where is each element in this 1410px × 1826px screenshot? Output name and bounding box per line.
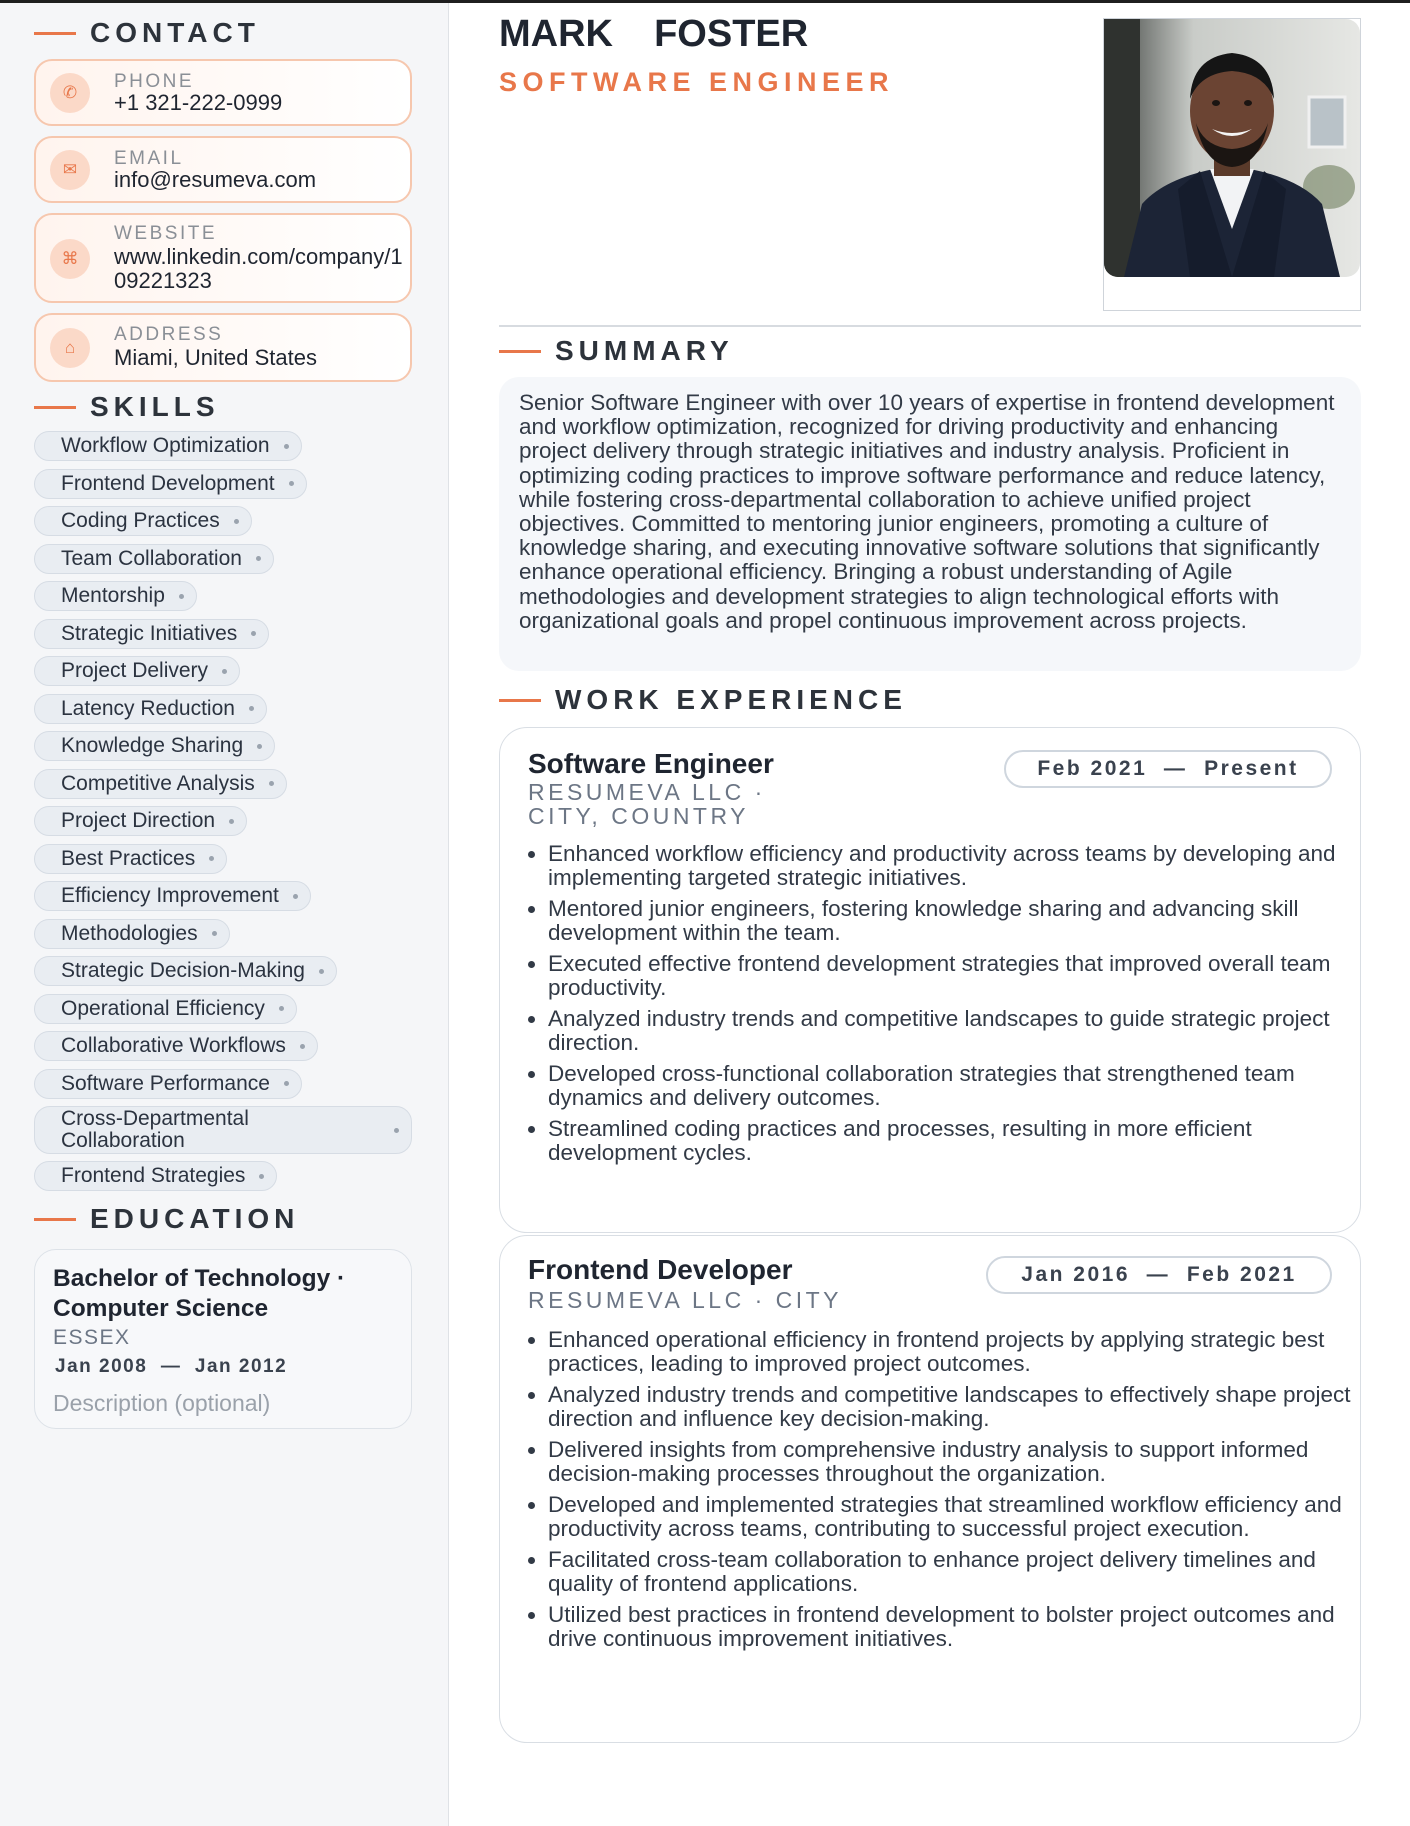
education-description: Description (optional) (53, 1390, 271, 1416)
skill-dot (289, 481, 294, 486)
skill-label: Best Practices (61, 846, 196, 870)
education-heading (34, 1203, 299, 1235)
skill-dot (259, 1174, 264, 1179)
skill-label: Collaborative Workflows (61, 1034, 286, 1057)
skill-dot (249, 706, 254, 711)
job-title: Frontend Developer (528, 1254, 793, 1285)
email-value: info@resumeva.com (114, 167, 317, 192)
skill-chip (34, 656, 240, 686)
skill-dot (234, 519, 239, 524)
skill-dot (179, 594, 184, 599)
skill-label: Cross-Departmental Collaboration (61, 1107, 249, 1152)
heading-accent (34, 1218, 76, 1221)
job-title: Software Engineer (528, 748, 774, 779)
skill-label: Operational Efficiency (61, 996, 265, 1020)
skill-label: Latency Reduction (61, 696, 235, 720)
skill-label: Mentorship (61, 584, 165, 607)
skill-dot (212, 931, 217, 936)
job-bullet: • Utilized best practices in frontend development to bolster project outcomes and drive continuous improvement initiatives. (548, 1603, 1356, 1651)
summary-heading (499, 335, 734, 367)
skill-label: Knowledge Sharing (61, 734, 244, 757)
skill-label: Methodologies (61, 921, 198, 945)
skill-chip (34, 1031, 318, 1061)
education-card (34, 1249, 412, 1429)
job-bullet: • Analyzed industry trends and competitive landscapes to guide strategic project direction. (548, 1007, 1356, 1055)
address-label: ADDRESS (114, 324, 224, 345)
heading-accent (499, 699, 541, 702)
job-dates: Jan 2016 — Feb 2021 (986, 1256, 1332, 1294)
skill-dot (300, 1044, 305, 1049)
contact-heading (34, 17, 260, 49)
website-label: WEBSITE (114, 223, 218, 244)
skill-label: Software Performance (61, 1071, 270, 1095)
skill-chip (34, 1106, 412, 1154)
education-degree: Bachelor of Technology · Computer Science (53, 1265, 346, 1322)
profile-photo-frame (1103, 18, 1361, 311)
website-value: www.linkedin.com/company/109221323 (114, 244, 403, 293)
skill-dot (284, 1081, 289, 1086)
skill-label: Competitive Analysis (61, 771, 255, 795)
job-card (499, 1235, 1361, 1743)
skill-label: Efficiency Improvement (61, 884, 279, 907)
job-bullet: • Facilitated cross-team collaboration to enhance project delivery timelines and quality of frontend applications. (548, 1548, 1356, 1596)
job-bullets (520, 1328, 1356, 1658)
experience-heading-text: WORK EXPERIENCE (555, 684, 907, 715)
skill-chip (34, 431, 302, 461)
email-label: EMAIL (114, 148, 184, 169)
job-card (499, 727, 1361, 1233)
skill-label: Project Delivery (61, 659, 209, 682)
skill-dot (251, 631, 256, 636)
phone-label: PHONE (114, 71, 195, 92)
summary-heading-text: SUMMARY (555, 335, 734, 366)
candidate-role: SOFTWARE ENGINEER (499, 67, 895, 97)
skill-chip (34, 844, 227, 874)
job-bullets (520, 842, 1356, 1172)
main-content (449, 3, 1410, 1826)
skill-label: Frontend Development (61, 471, 275, 495)
skill-dot (229, 819, 234, 824)
contact-phone[interactable] (34, 59, 412, 126)
skill-label: Team Collaboration (61, 546, 242, 570)
skill-label: Workflow Optimization (61, 434, 270, 457)
skill-chip (34, 806, 247, 836)
job-bullet: • Developed and implemented strategies that streamlined workflow efficiency and productivity across teams, contributing to successful project execution. (548, 1493, 1356, 1541)
skill-chip (34, 881, 311, 911)
contact-heading-text: CONTACT (90, 17, 260, 48)
education-dates: Jan 2008 — Jan 2012 (55, 1356, 288, 1377)
skill-chip (34, 994, 297, 1024)
skill-chip (34, 1161, 277, 1191)
link-icon: ⌘ (50, 239, 90, 279)
candidate-name: MARK FOSTER (499, 13, 809, 55)
heading-accent (34, 32, 76, 35)
skill-chip (34, 506, 252, 536)
address-value: Miami, United States (114, 345, 317, 370)
skill-dot (293, 894, 298, 899)
skills-list (34, 431, 414, 1199)
job-bullet: • Analyzed industry trends and competitive landscapes to effectively shape project direction and influence key decision-making. (548, 1383, 1356, 1431)
profile-photo (1104, 19, 1360, 277)
skill-chip (34, 619, 269, 649)
skill-chip (34, 581, 197, 611)
heading-accent (34, 406, 76, 409)
heading-accent (499, 350, 541, 353)
skills-heading-text: SKILLS (90, 391, 220, 422)
skill-label: Coding Practices (61, 509, 220, 532)
education-school: ESSEX (53, 1326, 131, 1349)
phone-icon: ✆ (50, 73, 90, 113)
skill-dot (222, 669, 227, 674)
job-dates: Feb 2021 — Present (1004, 750, 1332, 788)
skills-heading (34, 391, 220, 423)
skill-dot (257, 744, 262, 749)
skill-chip (34, 1069, 302, 1099)
skill-dot (256, 556, 261, 561)
job-bullet: • Enhanced operational efficiency in frontend projects by applying strategic best practices, leading to improved project outcomes. (548, 1328, 1356, 1376)
home-icon: ⌂ (50, 328, 90, 368)
skill-chip (34, 544, 274, 574)
skill-chip (34, 956, 337, 986)
skill-dot (319, 969, 324, 974)
skill-dot (269, 781, 274, 786)
job-company: RESUMEVA LLC · CITY, COUNTRY (528, 779, 766, 829)
skill-dot (284, 444, 289, 449)
skill-dot (394, 1128, 399, 1133)
job-bullet: • Mentored junior engineers, fostering knowledge sharing and advancing skill development within the team. (548, 897, 1356, 945)
skill-label: Strategic Initiatives (61, 621, 238, 645)
job-company: RESUMEVA LLC · CITY (528, 1287, 843, 1313)
skill-dot (279, 1006, 284, 1011)
skill-dot (209, 856, 214, 861)
job-bullet: • Enhanced workflow efficiency and productivity across teams by developing and implementing targeted strategic initiatives. (548, 842, 1356, 890)
skill-chip (34, 694, 267, 724)
job-bullet: • Executed effective frontend development strategies that improved overall team productivity. (548, 952, 1356, 1000)
job-bullet: • Delivered insights from comprehensive industry analysis to support informed decision-making processes throughout the organization. (548, 1438, 1356, 1486)
skill-chip (34, 469, 307, 499)
skill-label: Frontend Strategies (61, 1164, 246, 1187)
skill-chip (34, 769, 287, 799)
summary-text: Senior Software Engineer with over 10 years of expertise in frontend development and workflow optimization, recognized for driving productivity and enhancing project delivery through strategic initiatives and industry analysis. Proficient in optimizing coding practices to improve software performance and reduce latency, while fostering cross-departmental collaboration to achieve unified project objectives. Committed to mentoring junior engineers, promoting a culture of knowledge sharing, and executing innovative software solutions that significantly enhance operational efficiency. Bringing a robust understanding of Agile methodologies and development strategies to align technological efforts with organizational goals and propel continuous improvement across projects. (499, 377, 1361, 671)
education-heading-text: EDUCATION (90, 1203, 300, 1234)
contact-website[interactable] (34, 213, 412, 303)
skill-label: Project Direction (61, 809, 216, 832)
skill-label: Strategic Decision-Making (61, 959, 305, 982)
experience-heading (499, 684, 907, 716)
skill-chip (34, 731, 275, 761)
mail-icon: ✉ (50, 150, 90, 190)
skill-chip (34, 919, 230, 949)
header-divider (499, 325, 1361, 327)
phone-value: +1 321-222-0999 (114, 90, 283, 115)
sidebar (0, 3, 449, 1826)
contact-email[interactable] (34, 136, 412, 203)
contact-address[interactable] (34, 313, 412, 382)
job-bullet: • Developed cross-functional collaboration strategies that strengthened team dynamics and delivery outcomes. (548, 1062, 1356, 1110)
job-bullet: • Streamlined coding practices and processes, resulting in more efficient development cycles. (548, 1117, 1356, 1165)
